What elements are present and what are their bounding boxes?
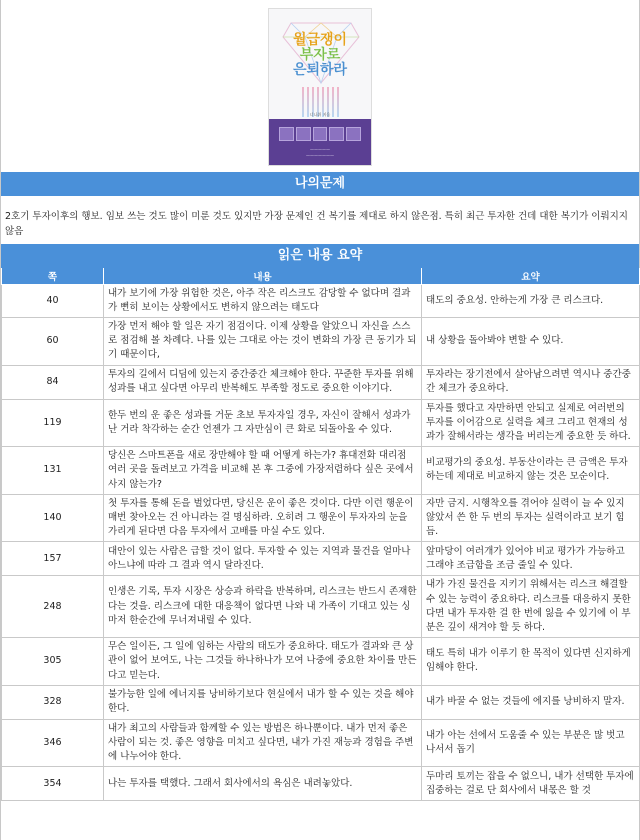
summary-cell: 태도 특히 내가 이루기 한 목적이 있다면 신지하게 임해야 한다. (422, 638, 640, 686)
summary-cell: 태도의 중요성. 안하는게 가장 큰 리스크다. (422, 284, 640, 317)
page-number-cell: 248 (2, 576, 104, 638)
table-row (2, 576, 640, 638)
page-number-cell: 84 (2, 365, 104, 399)
content-cell: 가장 먼저 해야 할 일은 자기 점검이다. 이제 상황을 알았으니 자신을 스스로 점검해 볼 차례다. 나를 있는 그대로 아는 것이 변화의 가장 큰 동기가 되기 때문이다, (104, 317, 422, 365)
content-cell: 불가능한 일에 에너지를 낭비하기보다 현실에서 내가 할 수 있는 것을 해야 한다. (104, 685, 422, 719)
page-number-cell: 119 (2, 399, 104, 447)
summary-cell: 내가 가진 물건을 지키기 위해서는 리스크 해결할 수 있는 능력이 중요하다. 리스크를 대응하지 못한다면 내가 투자한 걸 한 번에 잃을 수 있기에 이 부분은 깊이 새겨야 할 듯 하다. (422, 576, 640, 638)
book-title-line-1: 월급쟁이 (292, 32, 348, 48)
content-cell: 대안이 있는 사람은 급할 것이 없다. 투자할 수 있는 지역과 물건을 얼마나 아느냐에 따라 그 결과 역시 달라진다. (104, 542, 422, 576)
table-row (2, 284, 640, 317)
book-cover-image (268, 8, 372, 166)
column-header-page: 쪽 (2, 268, 104, 284)
summary-cell: 투자라는 장기전에서 살아남으려면 역시나 중간중간 체크가 중요하다. (422, 365, 640, 399)
page-number-cell: 60 (2, 317, 104, 365)
page-number-cell: 157 (2, 542, 104, 576)
table-row (2, 365, 640, 399)
page-number-cell: 131 (2, 447, 104, 495)
table-header-row (2, 268, 640, 284)
table-row (2, 767, 640, 801)
summary-cell: 앞마당이 여러개가 있어야 비교 평가가 가능하고 그래야 조급함을 조금 줄일 수 있다. (422, 542, 640, 576)
table-row (2, 447, 640, 495)
summary-cell: 비교평가의 중요성. 부동산이라는 큰 금액은 투자하는데 제대로 비교하지 않는 것은 모순이다. (422, 447, 640, 495)
summary-cell: 내 상황을 돌아봐야 변할 수 있다. (422, 317, 640, 365)
content-cell: 내가 보기에 가장 위험한 것은, 아주 작은 리스크도 감당할 수 없다며 결과가 뻔히 보이는 상황에서도 변하지 않으려는 태도다 (104, 284, 422, 317)
summary-header: 읽은 내용 요약 (1, 244, 639, 268)
table-row (2, 685, 640, 719)
page-number-cell: 140 (2, 494, 104, 542)
book-cover-area (1, 0, 639, 172)
problem-text: 2호기 투자이후의 행보. 임보 쓰는 것도 많이 미룬 것도 있지만 가장 문제인 건 복기를 제대로 하지 않은점. 특히 최근 투자한 건데 대한 복기가 이뤄지지 않음 (5, 211, 628, 237)
table-row (2, 638, 640, 686)
content-cell: 투자의 길에서 디딤에 있는지 중간중간 체크해야 한다. 꾸준한 투자를 위해 성과를 내고 싶다면 아무리 반복해도 부족할 정도로 중요한 이야기다. (104, 365, 422, 399)
summary-cell: 내가 아는 선에서 도움줄 수 있는 부분은 많 벗고 나서서 돕기 (422, 719, 640, 767)
page-number-cell: 40 (2, 284, 104, 317)
page-number-cell: 346 (2, 719, 104, 767)
page-number-cell: 328 (2, 685, 104, 719)
content-cell: 당신은 스마트폰을 새로 장만해야 할 때 어떻게 하는가? 휴대전화 대리점 여러 곳을 돌려보고 가격을 비교해 본 후 그중에 가장저렴하다 싶은 곳에서 사지 않는가? (104, 447, 422, 495)
content-cell: 첫 투자를 통해 돈을 벌었다면, 당신은 운이 좋은 것이다. 다만 이런 행운이 매번 찾아오는 건 아니라는 걸 명심하라. 오히려 그 행운이 투자자의 눈을 가리게 된다면 다음 투자에서 고배를 마실 수도 있다. (104, 494, 422, 542)
table-row (2, 719, 640, 767)
content-cell: 인생은 기록, 투자 시장은 상승과 하락을 반복하며, 리스크는 반드시 존재한다는 것을. 리스크에 대한 대응책이 없다면 나와 내 가족이 기대고 있는 싱마저 한순간에 무너져내릴 수 있다. (104, 576, 422, 638)
table-row (2, 317, 640, 365)
book-author: 너나위 지음 (309, 112, 331, 117)
cover-band: ————— ——————— (269, 119, 371, 165)
book-title-line-2: 부자로 (299, 47, 341, 63)
summary-cell: 투자를 했다고 자만하면 안되고 실제로 여러번의 투자를 이어감으로 실력을 체크 그리고 현재의 성과가 잘해서라는 생각을 버리는게 중요한 듯 하다. (422, 399, 640, 447)
book-title-line-3: 은퇴하라 (292, 62, 348, 78)
problem-header: 나의문제 (1, 172, 639, 196)
content-cell: 내가 최고의 사람들과 함께할 수 있는 방법은 하나뿐이다. 내가 먼저 좋은 사람이 되는 것. 좋은 영향을 미치고 싶다면, 내가 가진 재능과 경험을 주변에 나누어야 한다. (104, 719, 422, 767)
summary-cell: 두마리 토끼는 잡을 수 없으니, 내가 선택한 투자에 집중하는 걸로 단 회사에서 내몫은 할 것 (422, 767, 640, 801)
page-number-cell: 305 (2, 638, 104, 686)
column-header-summary: 요약 (422, 268, 640, 284)
book-title (269, 33, 371, 78)
summary-table (1, 268, 640, 801)
content-cell: 한두 번의 운 좋은 성과를 거둔 초보 투자자일 경우, 자신이 잘해서 성과가 난 거라 착각하는 순간 언젠가 그 자만심이 큰 화로 되돌아올 수 있다. (104, 399, 422, 447)
summary-cell: 자만 금지. 시행착오를 겪어야 실력이 늘 수 있지 않았서 쓴 한 두 번의 투자는 실력이라고 보기 힘듬. (422, 494, 640, 542)
table-row (2, 494, 640, 542)
table-row (2, 542, 640, 576)
table-body (2, 284, 640, 801)
table-row (2, 399, 640, 447)
content-cell: 무슨 일이든, 그 일에 임하는 사람의 태도가 중요하다. 태도가 결과와 큰 상관이 없어 보여도, 나는 그것들 하나하나가 모여 나중에 중요한 차이를 만든다고 믿는다. (104, 638, 422, 686)
content-cell: 나는 투자를 택했다. 그래서 회사에서의 욕심은 내려놓았다. (104, 767, 422, 801)
summary-cell: 내가 바꿀 수 없는 것들에 에지를 낭비하지 말자. (422, 685, 640, 719)
column-header-content: 내용 (104, 268, 422, 284)
page-number-cell: 354 (2, 767, 104, 801)
